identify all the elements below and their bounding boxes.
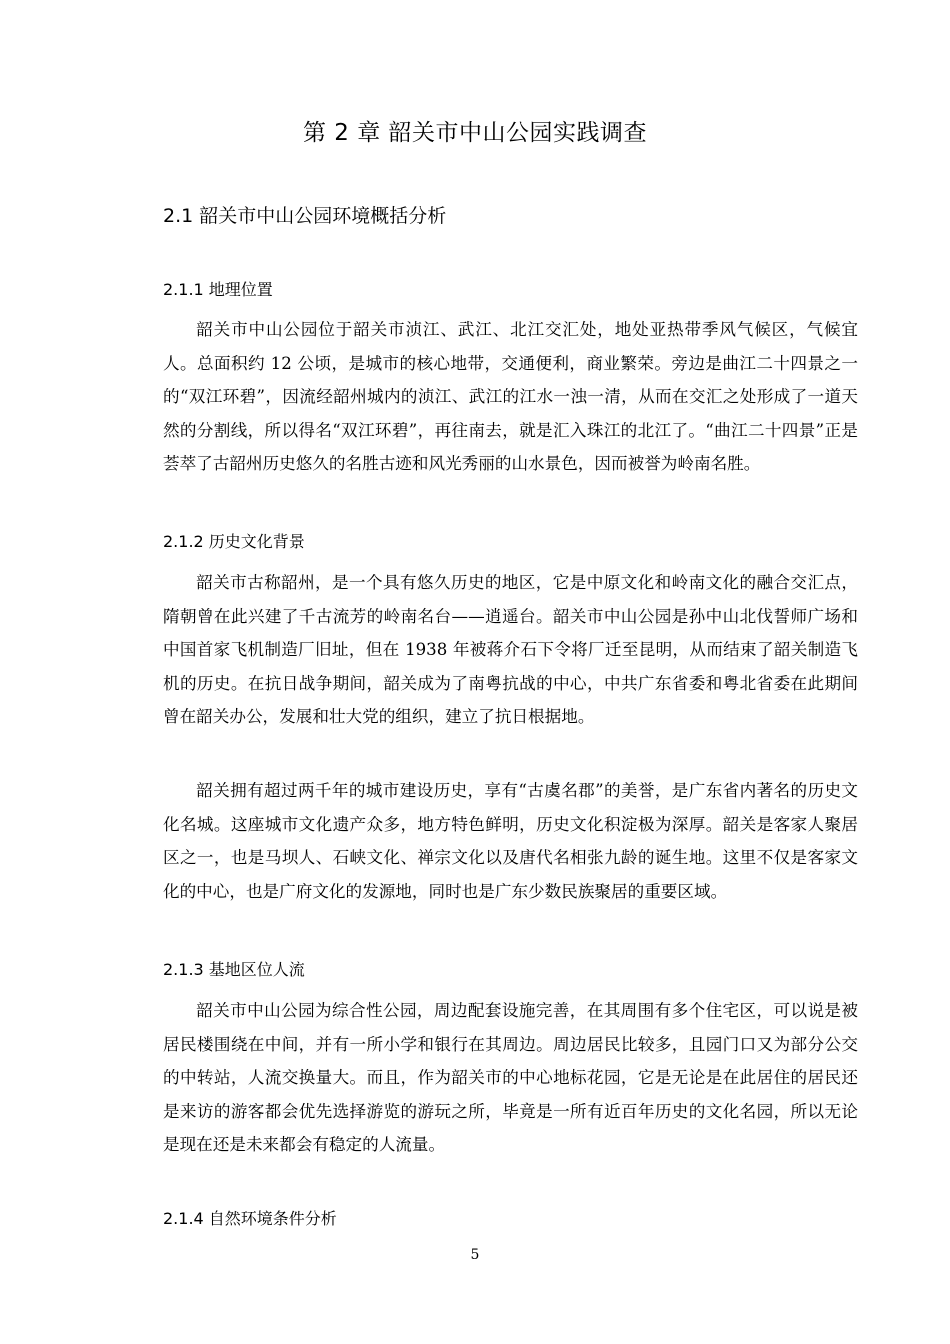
subsection-heading-history: 2.1.2 历史文化背景	[163, 532, 305, 551]
subsection-heading-visitor-flow: 2.1.3 基地区位人流	[163, 960, 305, 979]
chapter-title: 第 2 章 韶关市中山公园实践调查	[302, 120, 648, 146]
subsection-heading-natural-environment: 2.1.4 自然环境条件分析	[163, 1209, 337, 1228]
section-title: 2.1 韶关市中山公园环境概括分析	[163, 205, 447, 227]
subsection-heading-geography: 2.1.1 地理位置	[163, 280, 273, 299]
paragraph-geography: 韶关市中山公园位于韶关市浈江、武江、北江交汇处，地处亚热带季风气候区，气候宜人。总面积约 12 公顷，是城市的核心地带，交通便利，商业繁荣。旁边是曲江二十四景之一的“双江环碧”，因流经韶州城内的浈江、武江的江水一浊一清，从而在交汇之处形成了一道天然的分割线，所以得名“双江环碧”，再往南去，就是汇入珠江的北江了。“曲江二十四景”正是荟萃了古韶州历史悠久的名胜古迹和风光秀丽的山水景色，因而被誉为岭南名胜。	[163, 320, 858, 473]
paragraph-visitor-flow: 韶关市中山公园为综合性公园，周边配套设施完善，在其周围有多个住宅区，可以说是被居民楼围绕在中间，并有一所小学和银行在其周边。周边居民比较多，且园门口又为部分公交的中转站，人流交换量大。而且，作为韶关市的中心地标花园，它是无论是在此居住的居民还是来访的游客都会优先选择游览的游玩之所，毕竟是一所有近百年历史的文化名园，所以无论是现在还是未来都会有稳定的人流量。	[163, 1001, 858, 1154]
paragraph-history-1: 韶关市古称韶州，是一个具有悠久历史的地区，它是中原文化和岭南文化的融合交汇点，隋朝曾在此兴建了千古流芳的岭南名台——逍遥台。韶关市中山公园是孙中山北伐誓师广场和中国首家飞机制造厂旧址，但在 1938 年被蒋介石下令将厂迁至昆明，从而结束了韶关制造飞机的历史。在抗日战争期间，韶关成为了南粤抗战的中心，中共广东省委和粤北省委在此期间曾在韶关办公，发展和壮大党的组织，建立了抗日根据地。	[163, 573, 858, 726]
paragraph-history-2: 韶关拥有超过两千年的城市建设历史，享有“古虞名郡”的美誉，是广东省内著名的历史文化名城。这座城市文化遗产众多，地方特色鲜明，历史文化积淀极为深厚。韶关是客家人聚居区之一，也是马坝人、石峡文化、禅宗文化以及唐代名相张九龄的诞生地。这里不仅是客家文化的中心，也是广府文化的发源地，同时也是广东少数民族聚居的重要区域。	[163, 781, 858, 901]
page-number: 5	[470, 1247, 480, 1263]
